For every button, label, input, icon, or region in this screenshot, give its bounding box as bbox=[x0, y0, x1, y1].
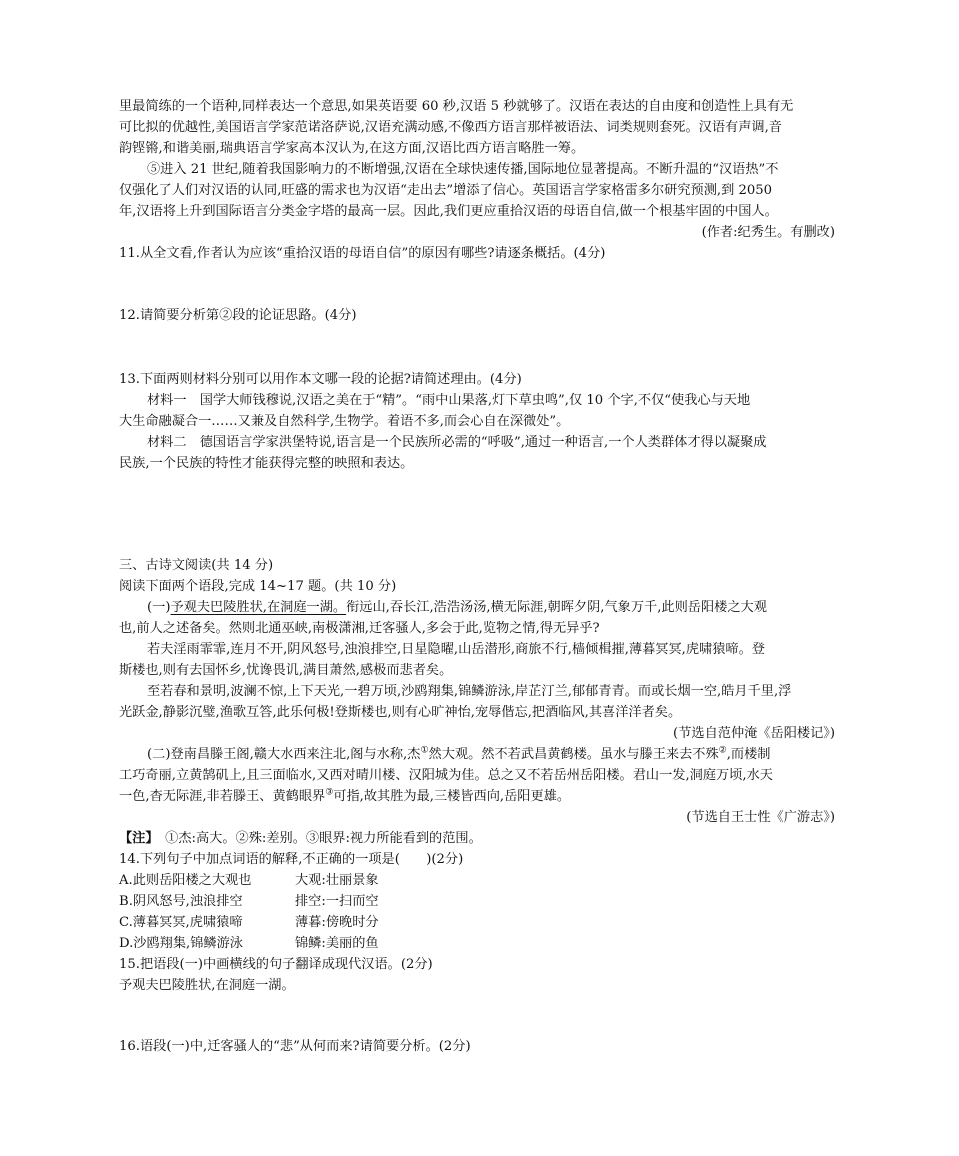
option-a bbox=[119, 870, 379, 891]
option-b-gloss: 排空:一扫而空 bbox=[295, 894, 379, 909]
passage-source: (作者:纪秀生。有删改) bbox=[701, 225, 835, 240]
text-b-line-1-part-1: (二)登南昌滕王阁,赣大水西来注北,阁与水称,杰 bbox=[147, 747, 421, 762]
option-c-gloss: 薄暮:傍晚时分 bbox=[295, 915, 379, 930]
passage-paragraph-4-line-1: 里最简练的一个语种,同样表达一个意思,如果英语要 60 秒,汉语 5 秒就够了。汉语在表达的自由度和创造性上具有无 bbox=[119, 99, 794, 114]
option-c bbox=[119, 912, 379, 933]
option-a-gloss: 大观:壮丽景象 bbox=[295, 873, 379, 888]
option-c-sentence: C.薄暮冥冥,虎啸猿啼 bbox=[119, 915, 243, 930]
note-marker-1: ① bbox=[420, 745, 429, 756]
text-a-line-1 bbox=[147, 597, 767, 618]
notes-label: 【注】 bbox=[119, 831, 152, 846]
option-d-sentence: D.沙鸥翔集,锦鳞游泳 bbox=[119, 936, 243, 951]
material-2-line-2: 民族,一个民族的特性才能获得完整的映照和表达。 bbox=[119, 456, 414, 471]
question-15: 15.把语段(一)中画横线的句子翻译成现代汉语。(2分) bbox=[119, 957, 433, 972]
notes-text: ①杰:高大。②殊:差别。③眼界:视力所能看到的范围。 bbox=[165, 831, 482, 846]
question-12: 12.请简要分析第②段的论证思路。(4分) bbox=[119, 308, 357, 323]
material-1-line-1: 材料一 国学大师钱穆说,汉语之美在于“精”。“雨中山果落,灯下草虫鸣”,仅 10 个字,不仅“使我心与天地 bbox=[147, 393, 751, 408]
question-16: 16.语段(一)中,迁客骚人的“悲”从何而来?请简要分析。(2分) bbox=[119, 1039, 471, 1054]
question-11: 11.从全文看,作者认为应该“重拾汉语的母语自信”的原因有哪些?请逐条概括。(4分) bbox=[119, 246, 606, 261]
option-a-sentence: A.此则岳阳楼之大观也 bbox=[119, 873, 252, 888]
text-a-para-2-line-1: 若夫淫雨霏霏,连月不开,阴风怒号,浊浪排空,日星隐曜,山岳潜形,商旅不行,樯倾楫摧,薄暮冥冥,虎啸猿啼。登 bbox=[147, 642, 765, 657]
passage-paragraph-4-line-3: 韵铿锵,和谐美丽,瑞典语言学家高本汉认为,在这方面,汉语比西方语言略胜一筹。 bbox=[119, 141, 585, 156]
notes bbox=[119, 828, 482, 849]
text-b-line-1 bbox=[147, 744, 770, 765]
passage-paragraph-5-line-2: 仅强化了人们对汉语的认同,旺盛的需求也为汉语“走出去”增添了信心。英国语言学家格雷多尔研究预测,到 2050 bbox=[119, 183, 773, 198]
question-15-sentence: 予观夫巴陵胜状,在洞庭一湖。 bbox=[119, 978, 295, 993]
text-b-line-1-part-3: ,而楼制 bbox=[726, 747, 771, 762]
option-d-gloss: 锦鳞:美丽的鱼 bbox=[295, 936, 379, 951]
text-a-para-3-line-2: 光跃金,静影沉璧,渔歌互答,此乐何极!登斯楼也,则有心旷神怡,宠辱偕忘,把酒临风,其喜洋洋者矣。 bbox=[119, 705, 682, 720]
option-b-sentence: B.阴风怒号,浊浪排空 bbox=[119, 894, 243, 909]
text-a-para-2-line-2: 斯楼也,则有去国怀乡,忧谗畏讥,满目萧然,感极而悲者矣。 bbox=[119, 663, 453, 678]
section-3-heading: 三、古诗文阅读(共 14 分) bbox=[119, 558, 274, 573]
option-b bbox=[119, 891, 379, 912]
material-1-line-2: 大生命融凝合一……又兼及自然科学,生物学。着语不多,而会心自在深微处”。 bbox=[119, 414, 570, 429]
text-a-para-3-line-1: 至若春和景明,波澜不惊,上下天光,一碧万顷,沙鸥翔集,锦鳞游泳,岸芷汀兰,郁郁青青。而或长烟一空,皓月千里,浮 bbox=[147, 684, 792, 699]
text-b-line-1-part-2: 然大观。然不若武昌黄鹤楼。虽水与滕王来去不殊 bbox=[428, 747, 719, 762]
section-3-instruction: 阅读下面两个语段,完成 14~17 题。(共 10 分) bbox=[119, 579, 397, 594]
passage-paragraph-4-line-2: 可比拟的优越性,美国语言学家范诺洛萨说,汉语充满动感,不像西方语言那样被语法、词类规则套死。汉语有声调,音 bbox=[119, 120, 782, 135]
text-b-line-3 bbox=[119, 786, 570, 807]
text-a-line-2: 也,前人之述备矣。然则北通巫峡,南极潇湘,迁客骚人,多会于此,览物之情,得无异乎? bbox=[119, 621, 600, 636]
text-b-line-3-part-2: 可指,故其胜为最,三楼皆西向,岳阳更雄。 bbox=[333, 789, 571, 804]
note-marker-3: ③ bbox=[325, 787, 334, 798]
text-a-source: (节选自范仲淹《岳阳楼记》) bbox=[673, 726, 835, 741]
passage-paragraph-5-line-3: 年,汉语将上升到国际语言分类金字塔的最高一层。因此,我们更应重拾汉语的母语自信,做一个根基牢固的中国人。 bbox=[119, 204, 778, 219]
question-14: 14.下列句子中加点词语的解释,不正确的一项是( )(2分) bbox=[119, 852, 464, 867]
underlined-sentence: 予观夫巴陵胜状,在洞庭一湖。 bbox=[170, 600, 347, 615]
text-b-source: (节选自王士性《广游志》) bbox=[686, 810, 835, 825]
note-marker-2: ② bbox=[718, 745, 727, 756]
text-a-line-1-rest: 衔远山,吞长江,浩浩汤汤,横无际涯,朝晖夕阴,气象万千,此则岳阳楼之大观 bbox=[346, 600, 767, 615]
option-d bbox=[119, 933, 379, 954]
question-13: 13.下面两则材料分别可以用作本文哪一段的论据?请简述理由。(4分) bbox=[119, 372, 522, 387]
material-2-line-1: 材料二 德国语言学家洪堡特说,语言是一个民族所必需的“呼吸”,通过一种语言,一个人类群体才得以凝聚成 bbox=[147, 435, 767, 450]
text-a-label: (一) bbox=[147, 600, 171, 615]
text-b-line-2: 工巧奇丽,立黄鹄矶上,且三面临水,又西对晴川楼、汉阳城为佳。总之又不若岳州岳阳楼。君山一发,洞庭万顷,水天 bbox=[119, 768, 773, 783]
passage-paragraph-5-line-1: ⑤进入 21 世纪,随着我国影响力的不断增强,汉语在全球快速传播,国际地位显著提高。不断升温的“汉语热”不 bbox=[147, 162, 779, 177]
text-b-line-3-part-1: 一色,杳无际涯,非若滕王、黄鹤眼界 bbox=[119, 789, 326, 804]
